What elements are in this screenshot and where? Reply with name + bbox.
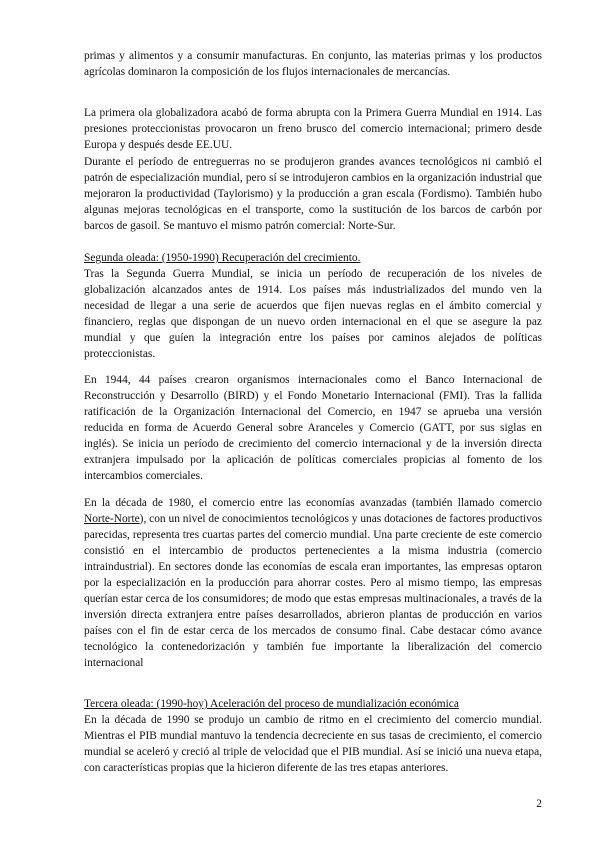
heading-segunda-oleada: Segunda oleada: (1950-1990) Recuperación del crecimiento. xyxy=(84,252,361,264)
paragraph-postguerra: Tras la Segunda Guerra Mundial, se inicia un período de recuperación de los niveles de globalización alcanzados antes de 1914. Los países más industrializados del mundo ven la necesidad de llegar a una serie de acuerdos que fijen nuevas reglas en el ámbito comercial y financiero, reglas que dispongan de un nuevo orden internacional en el que se asegure la paz mundial y que guíen la integración entre los países por caminos alejados de políticas proteccionistas. xyxy=(84,268,542,360)
paragraph-1944-organismos: En 1944, 44 países crearon organismos internacionales como el Banco Internacional de Reconstrucción y Desarrollo (BIRD) y el Fondo Monetario Internacional (FMI). Tras la fallida ratificación de la Organización Internacional del Comercio, en 1947 se aprueba una versión reducida en forma de Acuerdo General sobre Aranceles y Comercio (GATT, por sus siglas en inglés). Se inicia un período de crecimiento del comercio internacional y de la inversión directa extranjera impulsado por la aplicación de políticas comerciales propicias al fomento de los intercambios comerciales. xyxy=(84,374,542,482)
paragraph-entreguerras: Durante el período de entreguerras no se produjeron grandes avances tecnológicos ni cambió el patrón de especialización mundial, pero sí se introdujeron cambios en la organización industrial que mejoraron la productividad (Taylorismo) y la producción a gran escala (Fordismo). También hubo algunas mejoras tecnológicas en el transporte, como la sustitución de los barcos de carbón por barcos de gasoil. Se mantuvo el mismo patrón comercial: Norte-Sur. xyxy=(84,156,542,232)
paragraph-materias-primas: primas y alimentos y a consumir manufacturas. En conjunto, las materias primas y los productos agrícolas dominaron la composición de los flujos internacionales de mercancías. xyxy=(84,50,542,78)
paragraph-decada-1990: En la década de 1990 se produjo un cambio de ritmo en el crecimiento del comercio mundial. Mientras el PIB mundial mantuvo la tendencia decreciente en sus tasas de crecimiento, el comercio mundial se aceleró y creció al triple de velocidad que el PIB mundial. Así se inició una nueva etapa, con características propias que la hicieron diferente de las tres etapas anteriores. xyxy=(84,714,542,774)
paragraph-1980-text-end: ), con un nivel de conocimientos tecnológicos y unas dotaciones de factores productivos parecidas, representa tres cuartas partes del comercio mundial. Una parte creciente de este comercio consistió en el intercambio de productos pertenecientes a la misma industria (comercio intraindustrial). En sectores donde las economías de escala eran importantes, las empresas optaron por la especialización en la producción para ahorrar costes. Pero al mismo tiempo, las empresas querían estar cerca de los consumidores; de modo que estas empresas multinacionales, a través de la inversión directa extranjera entre países desarrollados, abrieron plantas de producción en varios países con el fin de estar cerca de los mercados de consumo final. Cabe destacar cómo avance tecnológico la contenedorización y también fue importante la liberalización del comercio internacional xyxy=(84,513,542,669)
paragraph-1980-text-start: En la década de 1980, el comercio entre las economías avanzadas (también llamado comercio xyxy=(84,497,542,509)
paragraph-decada-1980 xyxy=(84,495,542,671)
page-number: 2 xyxy=(536,798,542,810)
heading-tercera-oleada: Tercera oleada: (1990-hoy) Aceleración del proceso de mundialización económica xyxy=(84,698,459,710)
paragraph-primera-ola-fin: La primera ola globalizadora acabó de forma abrupta con la Primera Guerra Mundial en 1914. Las presiones proteccionistas provocaron un freno brusco del comercio internacional; primero desde Europa y después desde EE.UU. xyxy=(84,107,542,151)
norte-norte-link[interactable]: Norte-Norte xyxy=(84,513,140,525)
